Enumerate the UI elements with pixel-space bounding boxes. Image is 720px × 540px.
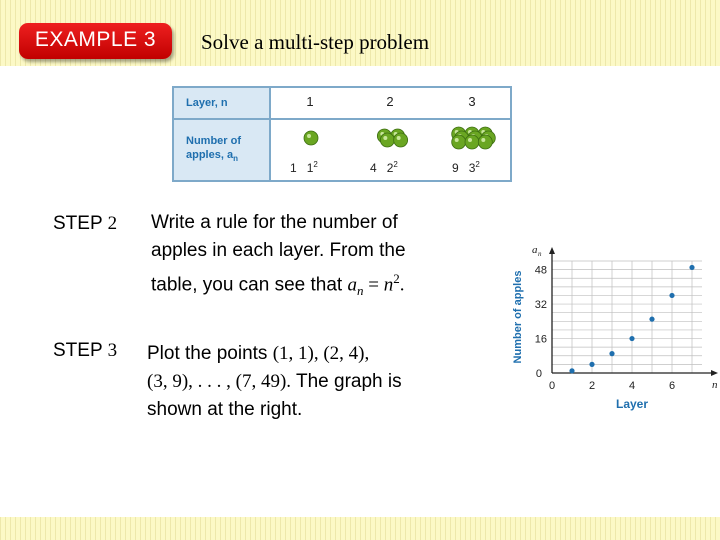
data-point [669, 293, 674, 298]
y-axis-arrow-icon [549, 247, 555, 254]
apple-group-2 [377, 129, 407, 147]
layer-1-header: 1 [306, 94, 314, 109]
step-3-text: Plot the points (1, 1), (2, 4), (3, 9), . . . , (7, 49). The graph is shown at the right. [147, 343, 402, 420]
apples-scatter-chart [505, 244, 718, 425]
apple-icon [380, 133, 394, 147]
example-badge-label: EXAMPLE 3 [34, 28, 157, 51]
x-axis-label: Layer [615, 397, 649, 411]
apple-group-1 [304, 131, 318, 145]
data-point [589, 362, 594, 367]
y-tick-label: 0 [535, 368, 542, 380]
apples-value-3: 9 $3^2$ [452, 160, 480, 175]
apple-highlight [307, 134, 311, 138]
y-tick-label: 48 [534, 264, 547, 277]
apple-icon [478, 135, 492, 149]
x-axis-arrow-icon [711, 370, 718, 376]
apple-highlight [468, 138, 472, 142]
apple-highlight [397, 136, 401, 140]
apples-table [172, 86, 512, 182]
page-title: Solve a multi-step problem [201, 30, 430, 54]
apple-group-3 [452, 127, 496, 149]
x-axis-variable: n [712, 379, 718, 391]
y-tick-label: 16 [534, 333, 547, 346]
layer-row-label: Layer, n [186, 97, 228, 109]
x-tick-label: 4 [628, 380, 636, 392]
layer-2-header: 2 [386, 94, 394, 109]
layer-3-header: 3 [468, 94, 476, 109]
step-3-label: STEP 3 [53, 340, 118, 361]
apples-value-1: 1 $1^2$ [290, 160, 318, 175]
y-axis-variable: a [532, 244, 538, 256]
x-tick-label: 6 [668, 380, 676, 392]
y-tick-label: 32 [534, 299, 547, 312]
x-tick-label: 0 [548, 380, 556, 392]
apple-highlight [481, 138, 485, 142]
step-2-text: Write a rule for the number of apples in each layer. From the table, you can see that $a_n = n^2$. [151, 212, 406, 299]
y-axis-label: Number of apples [512, 270, 524, 364]
apples-value-2: 4 $2^2$ [370, 160, 398, 175]
apple-icon [452, 135, 466, 149]
data-point [629, 336, 634, 341]
x-tick-label: 2 [588, 380, 596, 392]
apple-icon [394, 133, 408, 147]
data-point [689, 265, 694, 270]
data-point [569, 368, 574, 373]
data-point [609, 351, 614, 356]
example-badge [19, 23, 172, 59]
footer-band [0, 517, 720, 540]
data-point [649, 317, 654, 322]
apple-icon [465, 135, 479, 149]
apple-icon [304, 131, 318, 145]
y-axis-variable-subscript: n [538, 250, 542, 258]
apples-row-label-line1: Number of [186, 135, 241, 147]
apples-row-label-line2: apples, $a_n$ [186, 149, 238, 164]
apple-highlight [455, 138, 459, 142]
step-2-label: STEP 2 [53, 213, 118, 234]
apple-highlight [383, 136, 387, 140]
